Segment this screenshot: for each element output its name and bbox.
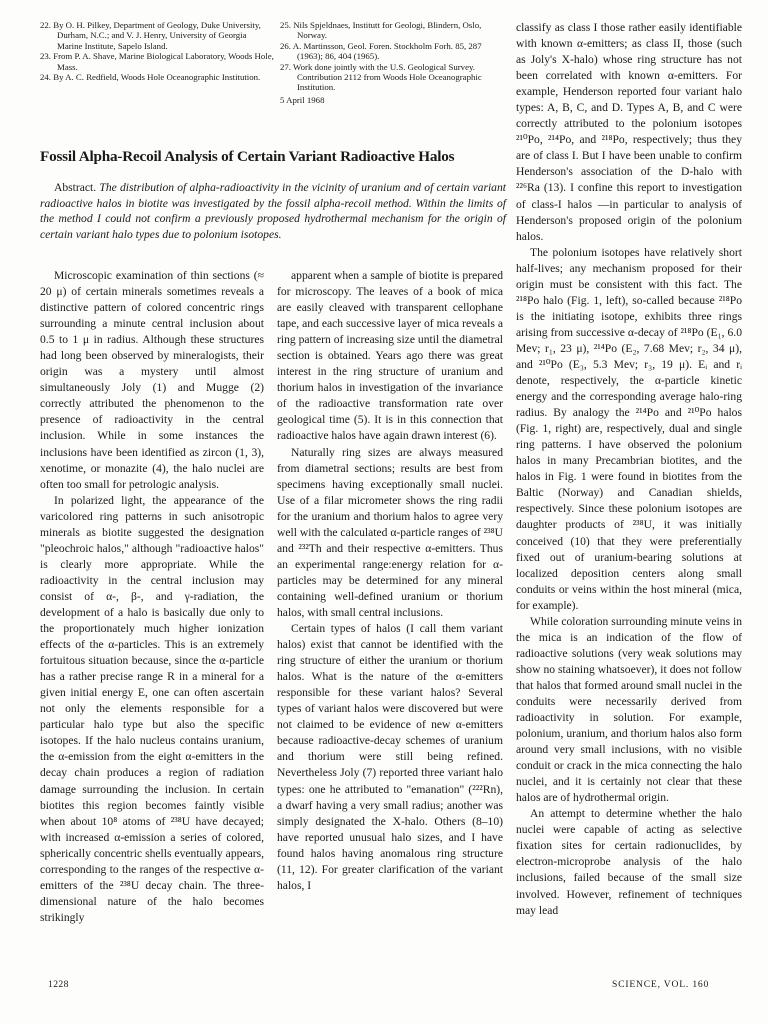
- paragraph: In polarized light, the appearance of the varicolored ring patterns in such anisotropic minerals as biotite suggested the designation "pleochroic halos," although "radioactive halos" is clearly more appropriate. While the radioactivity in the central inclusion may consist of α-, β-, and γ-radiation, the development of a halo is basically due only to the proportionately much higher ionization effects of the α-particles. This is an extremely fortuitous situation because, since the α-particle has a rather precise range R in a mineral for a given initial energy E, one can often ascertain not only the elements responsible for a particular halo type but also the specific isotopes. If the halo nucleus contains uranium, the α-emission from the eight α-emitters in the decay chain produces a region of radiation damage surrounding the inclusion. In certain biotites this region becomes faintly visible when about 10⁸ atoms of ²³⁸U have decayed; with increased α-emission a series of colored, spherically concentric shells eventually appears, corresponding to the ranges of the respective α-emitters of the ²³⁸U decay chain. The three-dimensional nature of the halo becomes strikingly: [40, 493, 264, 924]
- paragraph: apparent when a sample of biotite is prepared for microscopy. The leaves of a book of mica are easily cleaved with transparent cellophane tape, and each successive layer of mica reveals a ring pattern of increasing size until the diametral section is obtained. Years ago there was great interest in the ring structure of uranium and thorium halos in investigation of the invariance of the radioactive transformation rate over geological time (5). It is in this connection that radioactive halos have again drawn interest (6).: [277, 269, 503, 443]
- reference-25: 25. Nils Spjeldnaes, Institutt for Geologi, Blindern, Oslo, Norway.: [280, 20, 482, 41]
- reference-27: 27. Work done jointly with the U.S. Geological Survey. Contribution 2112 from Woods Hole Oceanographic Institution.: [280, 61, 482, 93]
- page-number: 1228: [48, 979, 69, 990]
- references-mid: [280, 20, 506, 105]
- paragraph: classify as class I those rather easily identifiable with known α-emitters; as class II, those (such as Joly's X-halo) whose ring structure has not been correlated with known α-emitters. For example, Henderson reported four variant halo types: A, B, C, and D. Types A, B, and C were correctly attributed to the polonium isotopes ²¹⁰Po, ²¹⁴Po, and ²¹⁸Po, respectively; thus they are of class I. But I have been unable to confirm Henderson's association of the D-halo with ²²⁶Ra (13). I confine this report to investigation of class-I halos —in particular to analysis of Henderson's proposed origin of the polonium halos.: [516, 21, 742, 243]
- reference-26: 26. A. Martinsson, Geol. Foren. Stockholm Forh. 85, 287 (1963); 86, 404 (1965).: [280, 40, 482, 62]
- references-left: [40, 20, 274, 82]
- paragraph: While coloration surrounding minute veins in the mica is an indication of the flow of radioactive solutions (very weak solutions may show no staining whatsoever), it does not follow that halos that formed around small nuclei in the conduits were necessarily derived from radioactivity in solution. For example, polonium, uranium, and thorium halos also form around very small inclusions, with no visible conduit or crack in the mica connecting the halo nuclei, and it is certainly not clear that these halos are of hydrothermal origin.: [516, 614, 742, 805]
- body-column-2: [277, 268, 503, 894]
- body-column-3: [516, 20, 742, 919]
- date-line: 5 April 1968: [280, 94, 325, 105]
- abstract-text: The distribution of alpha-radioactivity in the vicinity of uranium and of certain variant radioactive halos in biotite was investigated by the fossil alpha-recoil method. Within the limits of the method I could not confirm a previously proposed hydrothermal mechanism for the origin of certain variant halo types due to polonium isotopes.: [40, 181, 506, 241]
- reference-24: 24. By A. C. Redfield, Woods Hole Oceanographic Institution.: [40, 72, 261, 83]
- reference-22: 22. By O. H. Pilkey, Department of Geology, Duke University, Durham, N.C.; and V. J. Henry, University of Georgia Marine Institute, Sapelo Island.: [40, 20, 261, 51]
- abstract: [40, 180, 506, 242]
- paragraph: An attempt to determine whether the halo nuclei were capable of acting as selective fixation sites for certain radionuclides, by electron-microprobe analysis of the halo inclusions, failed because of the small size involved. However, refinement of techniques may lead: [516, 807, 742, 917]
- reference-23: 23. From P. A. Shave, Marine Biological Laboratory, Woods Hole, Mass.: [40, 51, 274, 72]
- article-title: Fossil Alpha-Recoil Analysis of Certain Variant Radioactive Halos: [40, 148, 455, 165]
- paragraph: The polonium isotopes have relatively short half-lives; any mechanism proposed for their origin must be consistent with this fact. The ²¹⁸Po halo (Fig. 1, left), so-called because ²¹⁸Po is the initiating isotope, exhibits three rings arising from successive α-decay of ²¹⁸Po (E₁, 6.0 Mev; r₁, 23 μ), ²¹⁴Po (E₂, 7.68 Mev; r₂, 34 μ), and ²¹⁰Po (E₃, 5.3 Mev; r₃, 19 μ). Eᵢ and rᵢ denote, respectively, the α-particle kinetic energy and the corresponding average halo-ring radius. By analogy the ²¹⁴Po and ²¹⁰Po halos (Fig. 1, right) are, respectively, dual and single ring patterns. I have observed the polonium halos in many Precambrian biotites, and the halos in Fig. 1 were found in biotites from the Baltic (Norway) and Canadian shields, respectively. Since these polonium isotopes are daughter products of ²³⁸U, it was initially conceived (10) that they were preferentially fixed out of uranium-bearing solutions at localized deposition centers along small conduits or veins within the host mineral (mica, for example).: [516, 245, 742, 612]
- body-column-1: [40, 268, 264, 926]
- paragraph: Certain types of halos (I call them variant halos) exist that cannot be identified with the ring structure of either the uranium or thorium halos. What is the nature of the α-emitters responsible for these variant halos? Several types of variant halos were discovered but were not claimed to be evidence of new α-emitters because radioactive-decay schemes of uranium and thorium were still being refined. Nevertheless Joly (7) reported three variant halo types: one he attributed to "emanation" (²²²Rn), a dwarf having a very small radius; another was simply designated the X-halo. Others (8–10) have reported unusual halo sizes, and I have found halos having anomalous ring structure (11, 12). For greater clarification of the variant halos, I: [277, 622, 503, 892]
- running-head: SCIENCE, VOL. 160: [612, 979, 710, 990]
- paragraph: Microscopic examination of thin sections (≈ 20 μ) of certain minerals sometimes reveals a distinctive pattern of colored concentric rings surrounding a minute central inclusion about 0.5 to 1 μ in radius. Although these structures had long been observed by mineralogists, their origin was a mystery until almost simultaneously Joly (1) and Mugge (2) correctly attributed the phenomenon to the presence of radioactivity in the central inclusion. While in some instances the inclusions have been identified as zircon (1, 3), xenotime, or monazite (4), the halo nuclei are often too small for petrologic analysis.: [40, 269, 264, 491]
- paragraph: Naturally ring sizes are always measured from diametral sections; results are best from specimens having exceptionally small nuclei. Use of a filar micrometer shows the ring radii for the uranium and thorium halos to agree very well with the calculated α-particle ranges of ²³⁸U and ²³²Th and their respective α-emitters. Thus an experimental range:energy relation for α-particles may be determined for any mineral containing well-defined uranium or thorium halos, with small central inclusions.: [277, 445, 503, 619]
- abstract-label: Abstract.: [54, 181, 97, 194]
